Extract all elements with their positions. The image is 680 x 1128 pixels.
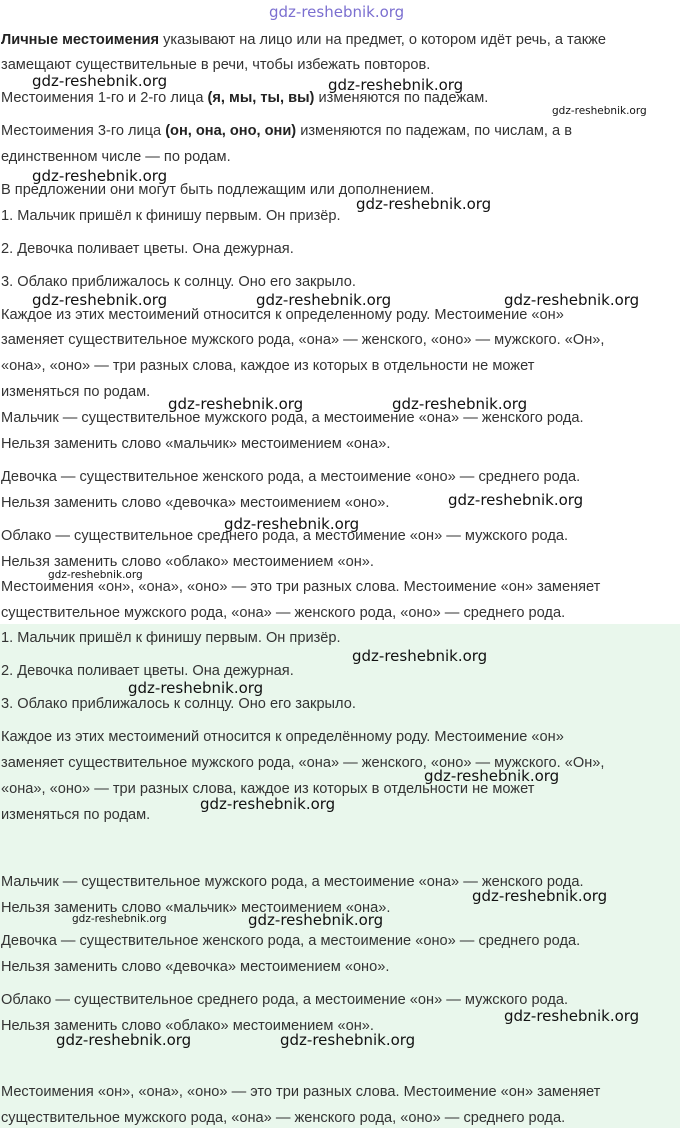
text-line: существительное мужского рода, «она» — женского рода, «оно» — среднего рода. (1, 1110, 566, 1126)
answer-sentence-3: 3. Облако приближалось к солнцу. Оно его закрыло. (1, 696, 356, 712)
text-line: Нельзя заменить слово «девочка» местоимением «оно». (1, 959, 390, 975)
text-line: изменяться по родам. (1, 384, 151, 400)
text-line: Каждое из этих местоимений относится к определённому роду. Местоимение «он» (1, 729, 564, 745)
text-line: заменяет существительное мужского рода, «она» — женского, «оно» — мужского. «Он», (1, 755, 605, 771)
text-line: Облако — существительное среднего рода, а местоимение «он» — мужского рода. (1, 992, 569, 1008)
watermark: gdz-reshebnik.org (224, 515, 360, 533)
watermark: gdz-reshebnik.org (280, 1031, 416, 1049)
text-line: Местоимения «он», «она», «оно» — это три разных слова. Местоимение «он» заменяет (1, 1084, 601, 1100)
watermark: gdz-reshebnik.org (424, 767, 560, 785)
text-line: Нельзя заменить слово «девочка» местоимением «оно». (1, 495, 390, 511)
watermark: gdz-reshebnik.org (72, 913, 167, 925)
text-line: Девочка — существительное женского рода, а местоимение «оно» — среднего рода. (1, 933, 581, 949)
watermark: gdz-reshebnik.org (48, 569, 143, 581)
theory-paragraph-2: Местоимения 1-го и 2-го лица (я, мы, ты, вы) изменяются по падежам. (1, 90, 489, 106)
watermark: gdz-reshebnik.org (32, 72, 168, 90)
text-line: Облако — существительное среднего рода, а местоимение «он» — мужского рода. (1, 528, 569, 544)
text-line: изменяться по родам. (1, 807, 151, 823)
watermark: gdz-reshebnik.org (472, 887, 608, 905)
watermark: gdz-reshebnik.org (32, 291, 168, 309)
watermark: gdz-reshebnik.org (168, 395, 304, 413)
text-line: Мальчик — существительное мужского рода, а местоимение «она» — женского рода. (1, 410, 584, 426)
watermark: gdz-reshebnik.org (392, 395, 528, 413)
watermark: gdz-reshebnik.org (328, 76, 464, 94)
text-line: существительное мужского рода, «она» — женского рода, «оно» — среднего рода. (1, 605, 566, 621)
watermark: gdz-reshebnik.org (256, 291, 392, 309)
sentence-2: 2. Девочка поливает цветы. Она дежурная. (1, 241, 294, 257)
theory-paragraph-1: Личные местоимения указывают на лицо или на предмет, о котором идёт речь, а также (1, 32, 606, 48)
sentence-3: 3. Облако приближалось к солнцу. Оно его закрыло. (1, 274, 356, 290)
term-personal-pronouns: Личные местоимения (1, 32, 160, 48)
theory-paragraph-4: В предложении они могут быть подлежащим или дополнением. (1, 182, 435, 198)
text-line: «она», «оно» — три разных слова, каждое из которых в отдельности не может (1, 781, 535, 797)
watermark: gdz-reshebnik.org (352, 647, 488, 665)
sentence-1: 1. Мальчик пришёл к финишу первым. Он призёр. (1, 208, 341, 224)
watermark: gdz-reshebnik.org (448, 491, 584, 509)
text-line: Нельзя заменить слово «облако» местоимением «он». (1, 1018, 374, 1034)
answer-sentence-2: 2. Девочка поливает цветы. Она дежурная. (1, 663, 294, 679)
watermark: gdz-reshebnik.org (248, 911, 384, 929)
watermark: gdz-reshebnik.org (356, 195, 492, 213)
watermark: gdz-reshebnik.org (552, 105, 647, 117)
theory-paragraph-3: Местоимения 3-го лица (он, она, оно, они) изменяются по падежам, по числам, а в (1, 123, 572, 139)
text-line: «она», «оно» — три разных слова, каждое из которых в отдельности не может (1, 358, 535, 374)
text-line: Мальчик — существительное мужского рода, а местоимение «она» — женского рода. (1, 874, 584, 890)
watermark: gdz-reshebnik.org (32, 167, 168, 185)
text-line: замещают существительные в речи, чтобы избежать повторов. (1, 57, 431, 73)
text-line: Нельзя заменить слово «мальчик» местоимением «она». (1, 436, 391, 452)
watermark: gdz-reshebnik.org (200, 795, 336, 813)
text-line: Нельзя заменить слово «облако» местоимением «он». (1, 554, 374, 570)
text-line: Каждое из этих местоимений относится к определенному роду. Местоимение «он» (1, 307, 564, 323)
watermark: gdz-reshebnik.org (504, 1007, 640, 1025)
watermark: gdz-reshebnik.org (269, 3, 405, 21)
text-line: Девочка — существительное женского рода, а местоимение «оно» — среднего рода. (1, 469, 581, 485)
text-line: Нельзя заменить слово «мальчик» местоимением «она». (1, 900, 391, 916)
answer-sentence-1: 1. Мальчик пришёл к финишу первым. Он призёр. (1, 630, 341, 646)
text-line: единственном числе — по родам. (1, 149, 231, 165)
text-line: заменяет существительное мужского рода, «она» — женского, «оно» — мужского. «Он», (1, 332, 605, 348)
watermark: gdz-reshebnik.org (504, 291, 640, 309)
text-line: Местоимения «он», «она», «оно» — это три разных слова. Местоимение «он» заменяет (1, 579, 601, 595)
watermark: gdz-reshebnik.org (56, 1031, 192, 1049)
watermark: gdz-reshebnik.org (128, 679, 264, 697)
